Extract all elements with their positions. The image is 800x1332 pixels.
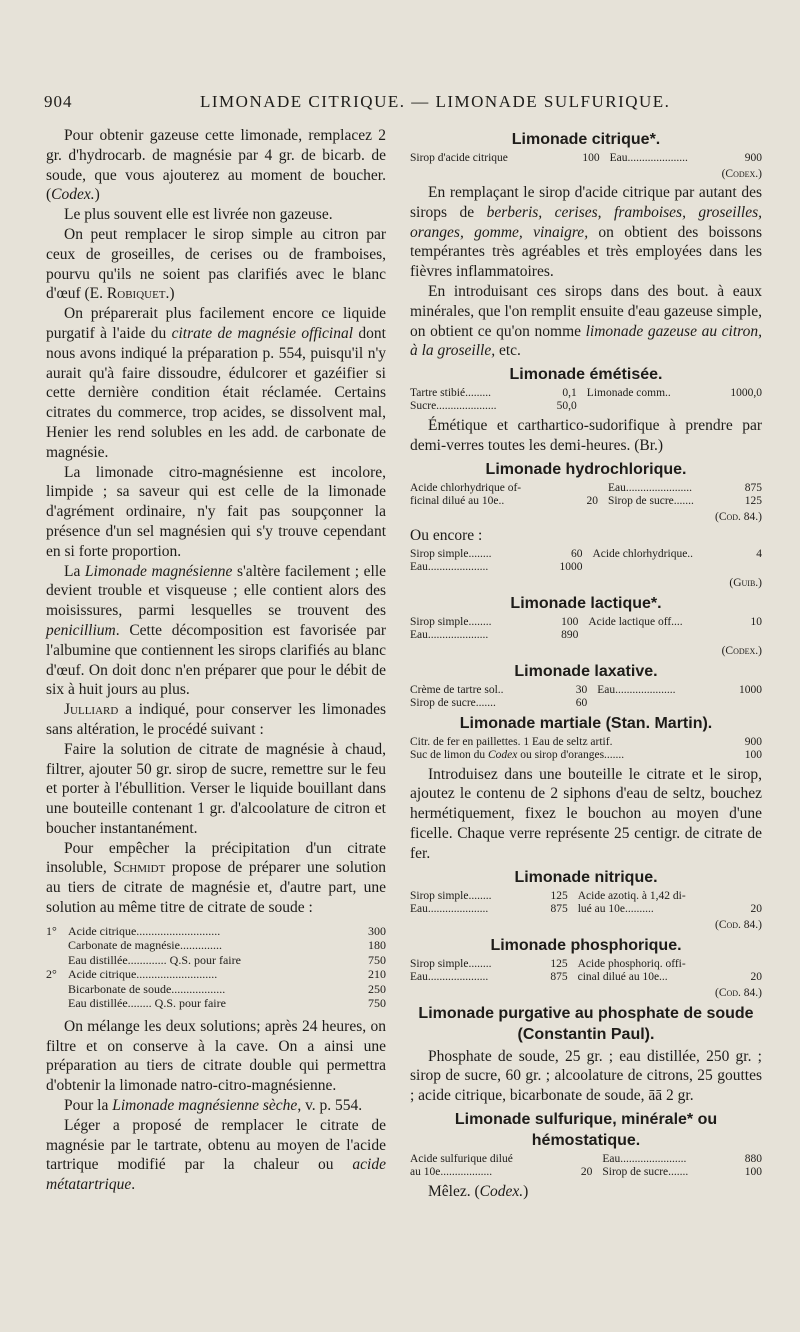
- formula-row: [46, 938, 386, 953]
- section-title: Limonade martiale (Stan. Martin).: [459, 714, 713, 732]
- paragraph: Phosphate de soude, 25 gr. ; eau distillée, 250 gr. ; sirop de sucre, 60 gr. ; alcoolature de citrons, 25 gouttes ; acide citrique, bicarbonate de soude, āā 2 gr.: [410, 1047, 762, 1105]
- formula-num: 2°: [46, 967, 57, 982]
- formula-name: Eau distillée............. Q.S. pour faire: [68, 952, 241, 967]
- recipe-table: Acide sulfurique dilué Eau....................... 880 au 10e.................. 20 Sirop de sucre....... 100: [410, 1152, 762, 1178]
- paragraph: Émétique et carthartico-sudorifique à prendre par demi-verres toutes les demi-heures. (Br.): [410, 417, 762, 454]
- reference: (Codex.): [721, 644, 762, 657]
- paragraph: Le plus souvent elle est livrée non gazeuse.: [64, 206, 333, 224]
- formula-qty: 750: [368, 996, 386, 1011]
- formula-num: 1°: [46, 923, 57, 938]
- paragraph: La Limonade magnésienne s'altère facilement ; elle devient trouble et visqueuse ; elle contient alors des moisissures, parmi lesquelles se trouvent des penicillium. Cette décomposition est favorisée par l'albumine que contiennent les sirops clarifiés au blanc d'œuf. On doit donc n'en préparer que pour le débit de six à huit jours au plus.: [46, 562, 387, 699]
- formula-num: [46, 953, 68, 968]
- formula-table: [46, 924, 386, 1011]
- recipe-table: Sirop simple........ 100 Acide lactique off.... 10 Eau..................... 890: [410, 615, 762, 641]
- formula-row: [46, 996, 386, 1011]
- formula-num: [46, 938, 68, 953]
- formula-row: [46, 967, 386, 982]
- section-title: Limonade lactique*.: [510, 594, 662, 612]
- left-column: [46, 126, 386, 1195]
- formula-qty: 210: [368, 967, 386, 982]
- formula-qty: 750: [368, 952, 386, 967]
- paragraph: Faire la solution de citrate de magnésie à chaud, filtrer, ajouter 50 gr. sirop de sucre, remettre sur le feu et porter à l'ébullition. Verser le liquide bouillant dans une bouteille contenant 1 gr. d'alcoolature de citron et boucher instantanément.: [46, 740, 386, 837]
- formula-row: [46, 924, 386, 939]
- paragraph: En remplaçant le sirop d'acide citrique par autant des sirops de berberis, cerises, framboises, groseilles, oranges, gomme, vinaigre, on obtient des boissons tempérantes très agréables et très employées dans les fièvres inflammatoires.: [410, 184, 762, 281]
- recipe-table: Acide chlorhydrique of- Eau....................... 875 ficinal dilué au 10e.. 20 Sirop de sucre....... 125: [410, 481, 762, 507]
- paragraph: Pour la Limonade magnésienne sèche, v. p. 554.: [64, 1097, 363, 1115]
- paragraph: Pour empêcher la précipitation d'un citrate insoluble, Schmidt propose de préparer une solution au tiers de citrate de magnésie et, d'autre part, une solution au même titre de citrate de soude :: [46, 839, 386, 917]
- recipe-table: Citr. de fer en paillettes. 1 Eau de seltz artif. 900 Suc de limon du Codex ou sirop d'oranges....... 100: [410, 735, 762, 761]
- formula-name: Carbonate de magnésie..............: [68, 938, 222, 953]
- formula-name: Acide citrique............................: [68, 923, 221, 938]
- paragraph: Julliard a indiqué, pour conserver les limonades sans altération, le procédé suivant :: [46, 701, 386, 738]
- formula-num: [46, 982, 68, 997]
- recipe-table: Sirop simple........ 125 Acide azotiq. à 1,42 di- Eau..................... 875 lué au 10e.......... 20: [410, 889, 762, 915]
- formula-qty: 300: [368, 923, 386, 938]
- paragraph: Ou encore :: [410, 526, 483, 544]
- section-title: Limonade nitrique.: [514, 868, 658, 886]
- paragraph: Léger a proposé de remplacer le citrate de magnésie par le tartrate, obtenu au moyen de l'acide tartrique modifié par la chaleur ou acide métatartrique.: [46, 1116, 386, 1194]
- paragraph: En introduisant ces sirops dans des bout. à eaux minérales, que l'on remplit ensuite d'eau gazeuse simple, on obtient ce qu'on nomme limonade gazeuse au citron, à la groseille, etc.: [410, 282, 762, 360]
- paragraph: On mélange les deux solutions; après 24 heures, on filtre et on conserve à la cave. On a ainsi une préparation au tiers de citrate double qui permettra d'obtenir la limonade natro-citro-magnésienne.: [46, 1017, 386, 1095]
- reference: (Cod. 84.): [714, 986, 762, 999]
- formula-name: Acide citrique...........................: [68, 967, 218, 982]
- page-header: [40, 92, 760, 118]
- recipe-table: Sirop simple........ 125 Acide phosphoriq. offi- Eau..................... 875 cinal dilué au 10e... 20: [410, 957, 762, 983]
- paragraph: Mêlez. (Codex.): [428, 1182, 529, 1200]
- section-title: Limonade sulfurique, minérale* ou hémostatique.: [454, 1110, 718, 1149]
- formula-qty: 180: [368, 938, 386, 953]
- reference: (Cod. 84.): [714, 510, 762, 523]
- formula-qty: 250: [368, 981, 386, 996]
- recipe-table: Crème de tartre sol.. 30 Eau..................... 1000 Sirop de sucre....... 60: [410, 683, 762, 709]
- reference: (Codex.): [721, 168, 762, 180]
- paragraph: Introduisez dans une bouteille le citrate et le sirop, ajoutez le contenu de 2 siphons d'eau de seltz, bouchez hermétiquement, fixez le bouchon au moyen d'une ficelle. Chaque verre représente 25 centigr. de citrate de fer.: [410, 765, 762, 862]
- paragraph: On préparerait plus facilement encore ce liquide purgatif à l'aide du citrate de magnésie officinal dont nous avons indiqué la préparation p. 554, puisqu'il n'y aurait qu'à faire dissoudre, édulcorer et gazéifier si cette dernière condition était réclamée. Certains citrates du commerce, trop acides, se dissolvent mal, Henier les rend solubles en les add. de carbonate de magnésie.: [46, 305, 386, 461]
- section-title: Limonade citrique*.: [511, 131, 661, 148]
- section-title: Limonade hydrochlorique.: [485, 460, 687, 478]
- formula-row: [46, 982, 386, 997]
- running-title: LIMONADE CITRIQUE. — LIMONADE SULFURIQUE.: [200, 92, 671, 111]
- recipe-table: Sirop simple........ 60 Acide chlorhydrique.. 4 Eau..................... 1000: [410, 547, 762, 573]
- paragraph: Pour obtenir gazeuse cette limonade, remplacez 2 gr. d'hydrocarb. de magnésie par 4 gr. de bicarb. de soude, que vous ajouterez au moment de boucher. (Codex.): [46, 127, 386, 204]
- reference: (Cod. 84.): [714, 918, 762, 931]
- section-title: Limonade laxative.: [514, 662, 658, 680]
- page-number: 904: [44, 92, 73, 111]
- formula-num: [46, 996, 68, 1011]
- formula-name: Eau distillée........ Q.S. pour faire: [68, 996, 226, 1011]
- right-column: [410, 126, 762, 1202]
- reference: (Guib.): [729, 576, 762, 589]
- paragraph: La limonade citro-magnésienne est incolore, limpide ; sa saveur qui est celle de la limonade d'agrément ordinaire, n'y fait pas soupçonner la présence d'un sel magnésien qui s'y trouve cependant en si forte proportion.: [46, 463, 386, 560]
- paragraph: On peut remplacer le sirop simple au citron par ceux de groseilles, de cerises ou de framboises, pourvu qu'ils ne soient pas clarifiés avec le blanc d'œuf (E. Robiquet.): [46, 225, 386, 303]
- section-title: Limonade phosphorique.: [490, 936, 682, 954]
- formula-row: [46, 953, 386, 968]
- formula-name: Bicarbonate de soude..................: [68, 981, 226, 996]
- section-title: Limonade purgative au phosphate de soude (Constantin Paul).: [418, 1004, 754, 1043]
- recipe-table: Tartre stibié......... 0,1 Limonade comm.. 1000,0 Sucre..................... 50,0: [410, 387, 762, 413]
- section-title: Limonade émétisée.: [509, 366, 663, 384]
- recipe-table: Sirop d'acide citrique 100 Eau..................... 900: [410, 152, 762, 164]
